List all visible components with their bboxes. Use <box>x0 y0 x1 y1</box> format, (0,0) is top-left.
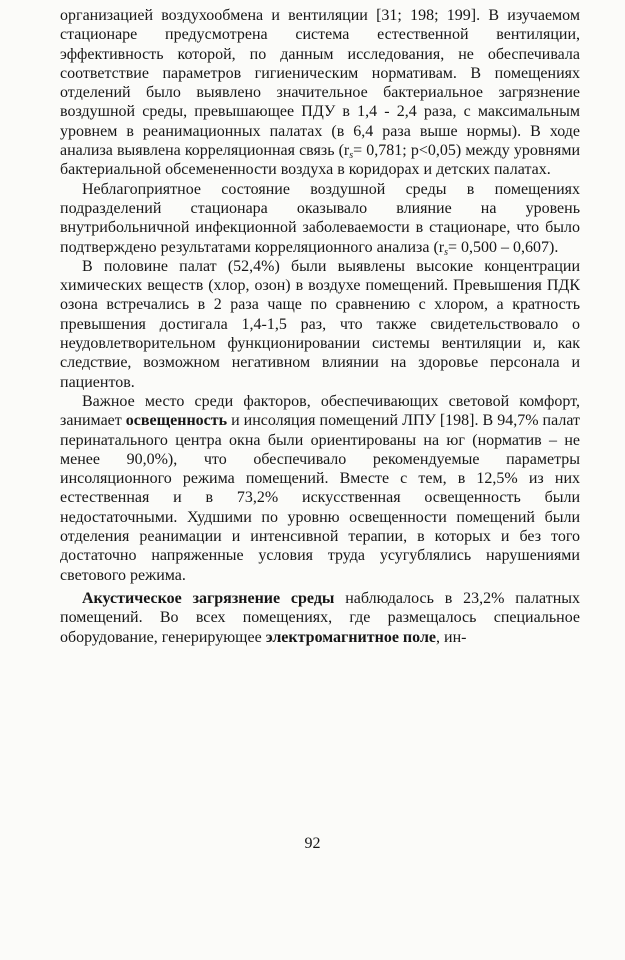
text-run: организацией воздухообмена и вентиляции [31; 198; 199]. В изучаемом стационаре предусмотрена система естественной вентиляции, эффективность которой, по данным исследования, не обеспечивала соответствие параметров гигиеническим нормативам. В помещениях отделений было выявлено значительное бактериальное загрязнение воздушной среды, превышающее ПДУ в 1,4 - 2,4 раза, с максимальным уровнем в реанимационных палатах (в 6,4 раза выше нормы). В ходе анализа выявлена корреляционная связь (r <box>60 7 580 160</box>
paragraph <box>60 6 580 180</box>
subscript: s <box>444 246 449 258</box>
text-run: и инсоляция помещений ЛПУ [198]. В 94,7% палат перинатального центра окна были ориентированы на юг (норматив – не менее 90,0%), что обеспечивало рекомендуемые параметры инсоляционного режима помещений. Вместе с тем, в 12,5% из них естественная и в 73,2% искусственная освещенность были недостаточными. Худшими по уровню освещенности помещений были отделения реанимации и интенсивной терапии, в которых и без того достаточно напряженные условия труда усугублялись нарушениями светового режима. <box>60 412 580 584</box>
page-number: 92 <box>304 835 321 852</box>
paragraph <box>60 392 580 585</box>
bold-term: освещенность <box>125 412 228 430</box>
paragraph <box>60 257 580 392</box>
subscript: s <box>349 150 354 162</box>
body-text <box>60 6 580 647</box>
paragraph <box>60 589 580 647</box>
text-run: наблюдалось в 23,2% палатных помещений. Во всех помещениях, где размещалось специальное оборудование, генерирующее <box>60 589 581 646</box>
text-run: = 0,781; р<0,05) между уровнями бактериальной обсемененности воздуха в коридорах и детских палатах. <box>60 142 581 179</box>
text-run: = 0,500 – 0,607). <box>448 238 559 256</box>
text-run: Важное место среди факторов, обеспечивающих световой комфорт, занимает <box>60 392 580 430</box>
text-run: Неблагоприятное состояние воздушной среды в помещениях подразделений стационара оказывало влияние на уровень внутрибольничной инфекционной заболеваемости в стационаре, что было подтверждено результатами корреляционного анализа (r <box>60 180 580 256</box>
bold-term: электромагнитное поле <box>265 628 437 646</box>
text-run: В половине палат (52,4%) были выявлены высокие концентрации химических веществ (хлор, озон) в воздухе помещений. Превышения ПДК озона встречались в 2 раза чаще по сравнению с хлором, а кратность превышения достигала 1,4-1,5 раз, что также свидетельствовало о неудовлетворительном функционировании системы вентиляции и, как следствие, возможном негативном влиянии на здоровье персонала и пациентов. <box>60 257 580 391</box>
text-run: , ин- <box>436 628 467 646</box>
paragraph <box>60 180 580 257</box>
bold-term: Акустическое загрязнение среды <box>82 589 335 607</box>
